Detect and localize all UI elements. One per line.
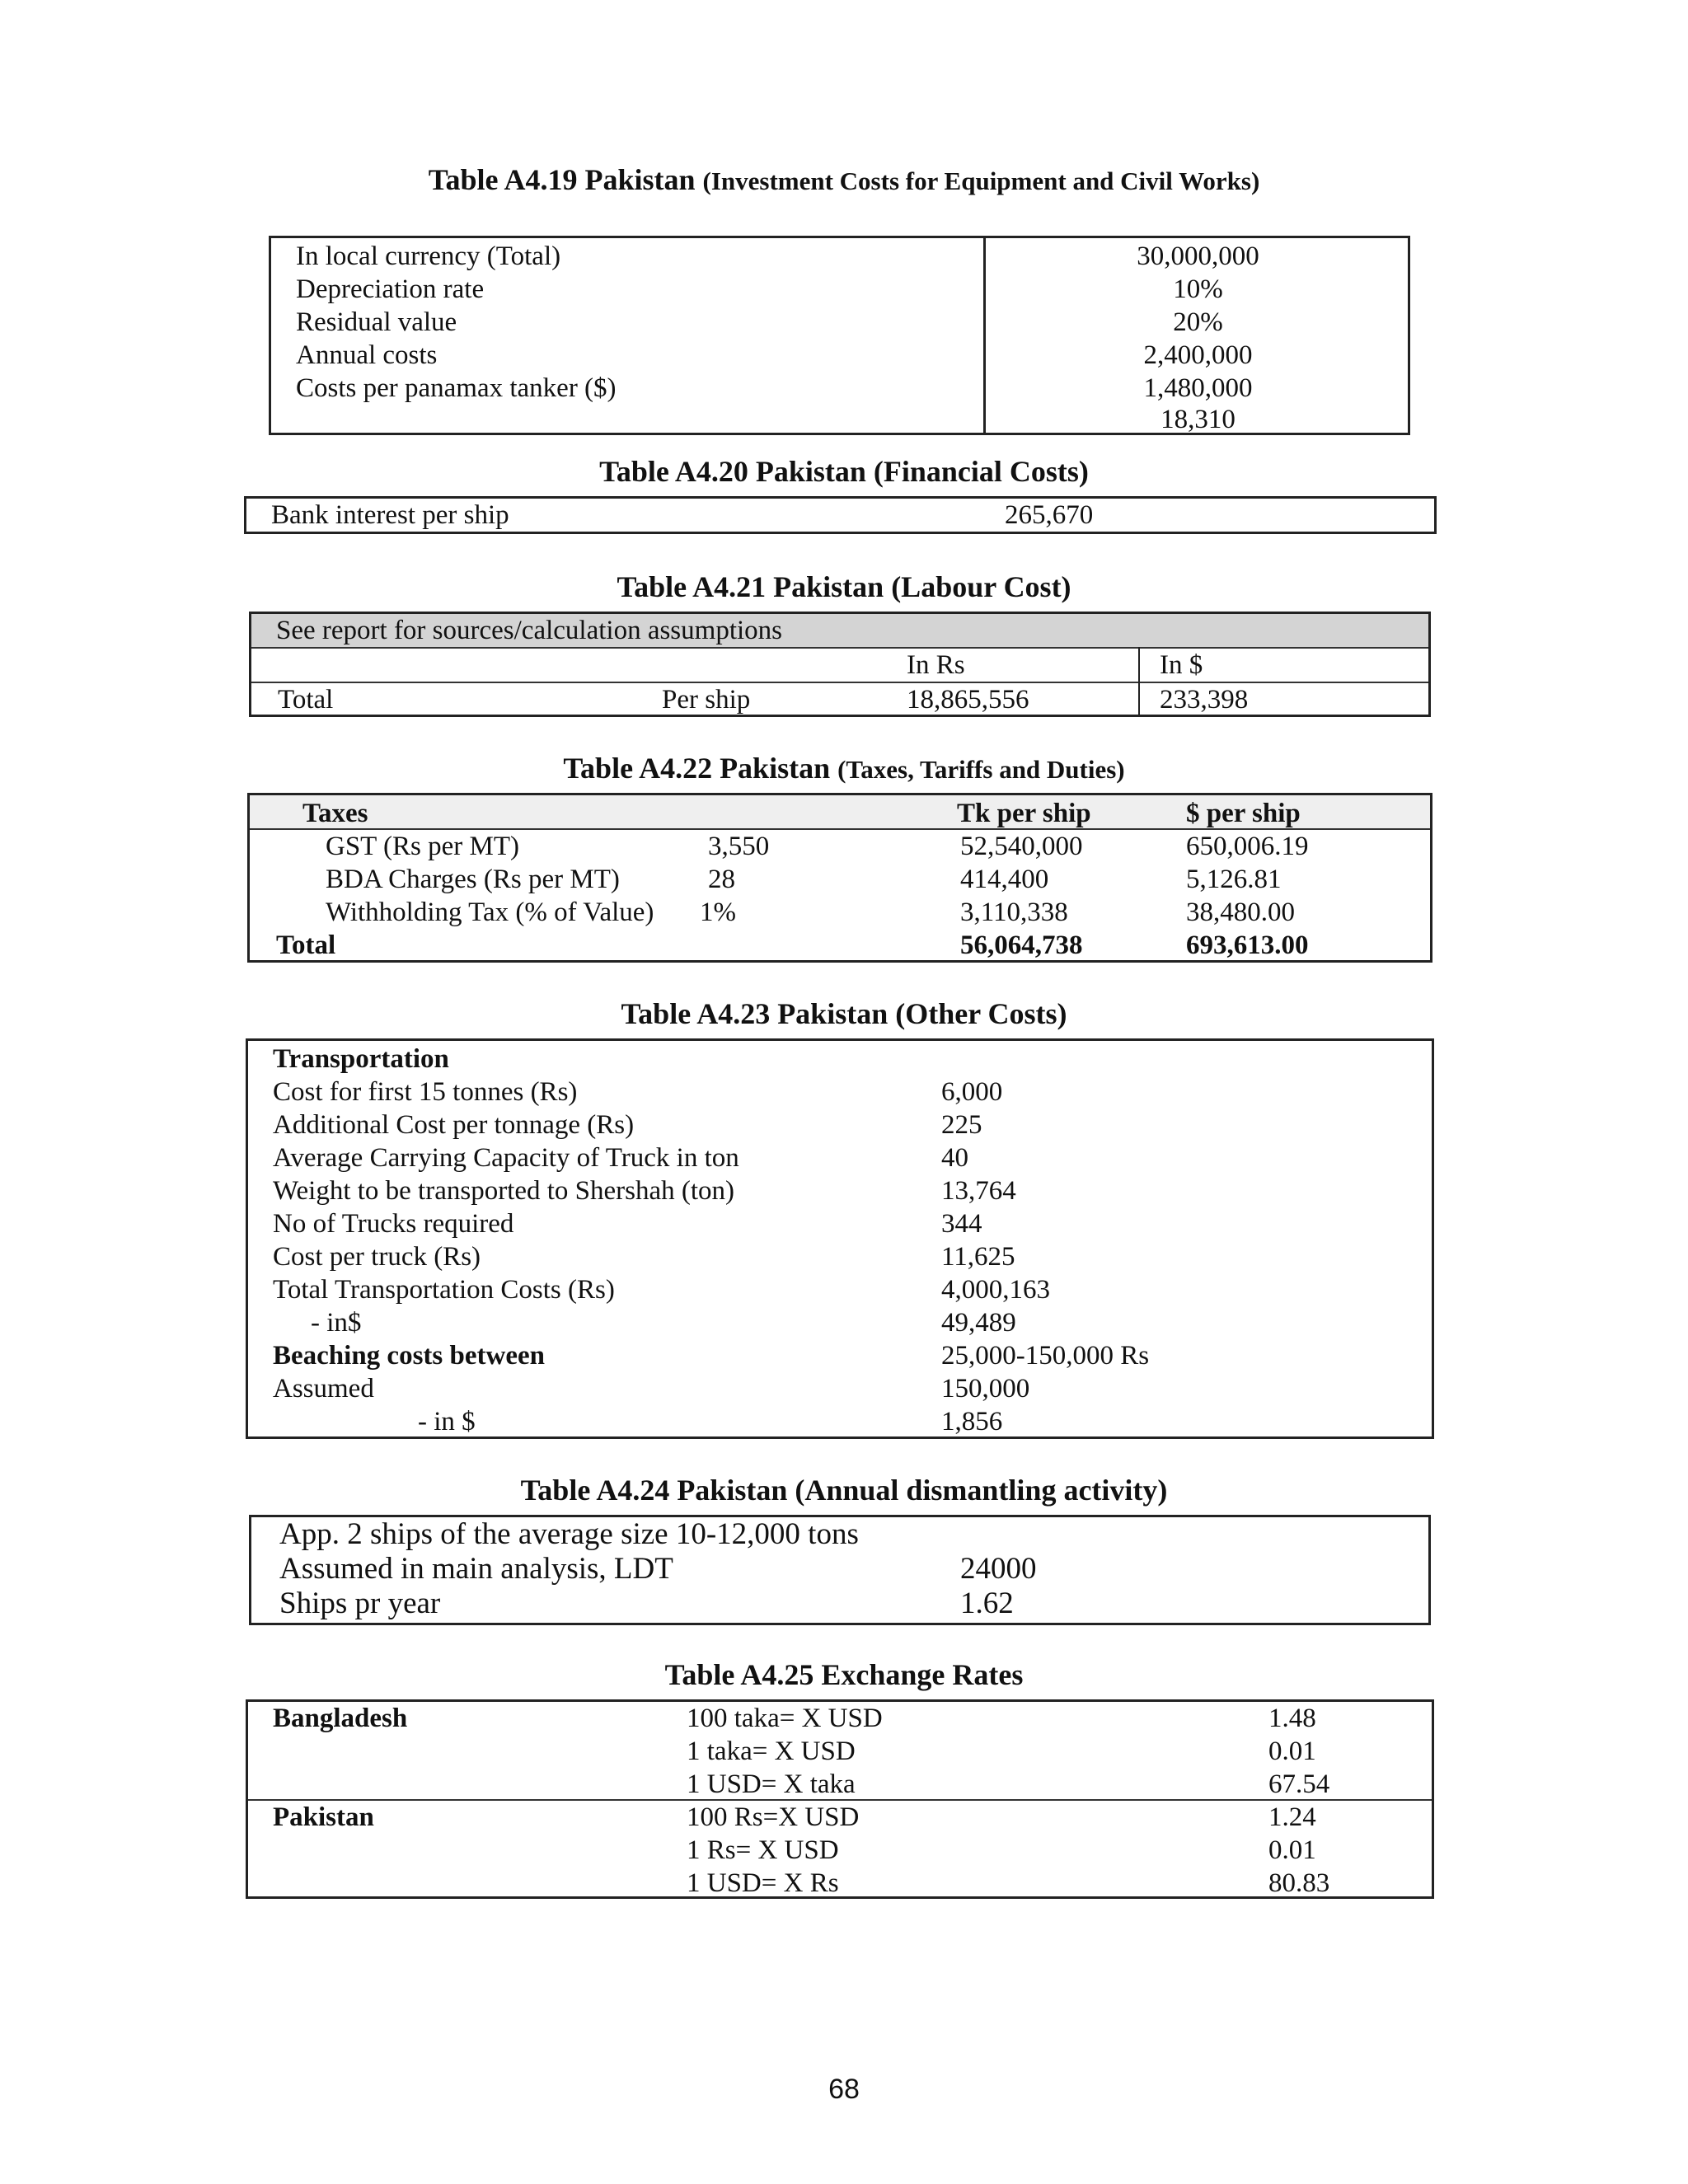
t25-bd-row-3-desc: 1 USD= X taka <box>687 1769 856 1799</box>
t21-rule-1 <box>251 647 1428 649</box>
t23-row-1-label: Cost for first 15 tonnes (Rs) <box>273 1077 578 1107</box>
t22-row-1-rate: 3,550 <box>708 832 770 861</box>
t23-row-5-value: 344 <box>941 1209 982 1239</box>
table-a4-19-title-sub: (Investment Costs for Equipment and Civil Works) <box>702 166 1260 195</box>
t23-row-11-value: 1,856 <box>941 1407 1003 1436</box>
table-a4-23 <box>246 1038 1434 1439</box>
t23-row-11-label: - in $ <box>418 1407 476 1436</box>
t22-header-usd: $ per ship <box>1186 799 1301 828</box>
t22-row-3-usd: 38,480.00 <box>1186 898 1295 927</box>
t24-line-2-value: 24000 <box>960 1552 1037 1586</box>
table-a4-24-title: Table A4.24 Pakistan (Annual dismantling activity) <box>520 1474 1168 1507</box>
t22-total-label: Total <box>276 930 336 960</box>
t25-country-pakistan: Pakistan <box>273 1802 374 1832</box>
t25-pk-row-2-value: 0.01 <box>1268 1835 1316 1865</box>
t25-pk-row-3-value: 80.83 <box>1268 1868 1330 1898</box>
table-a4-19-title-main: Table A4.19 Pakistan <box>428 163 696 196</box>
table-a4-20: Bank interest per ship 265,670 <box>244 496 1437 534</box>
table-a4-21 <box>249 612 1431 717</box>
t23-row-3-value: 40 <box>941 1143 968 1173</box>
t19-value-5: 1,480,000 <box>1143 373 1253 403</box>
table-a4-21-title: Table A4.21 Pakistan (Labour Cost) <box>617 570 1071 603</box>
t22-row-2-name: BDA Charges (Rs per MT) <box>326 865 620 894</box>
t19-label-5: Costs per panamax tanker ($) <box>296 373 617 403</box>
t19-label-1: In local currency (Total) <box>296 241 561 271</box>
t22-row-1-usd: 650,006.19 <box>1186 832 1309 861</box>
page-number: 68 <box>828 2074 860 2105</box>
t23-row-6-label: Cost per truck (Rs) <box>273 1242 481 1272</box>
t24-line-2-label: Assumed in main analysis, LDT <box>279 1552 673 1586</box>
table-a4-24 <box>249 1515 1431 1625</box>
table-a4-22-title-sub: (Taxes, Tariffs and Duties) <box>837 755 1125 784</box>
t22-row-2-tk: 414,400 <box>960 865 1049 894</box>
t23-row-8-value: 49,489 <box>941 1308 1016 1338</box>
t21-note: See report for sources/calculation assumptions <box>276 616 782 645</box>
t22-row-1-name: GST (Rs per MT) <box>326 832 519 861</box>
table-a4-25 <box>246 1699 1434 1899</box>
table-a4-20-title: Table A4.20 Pakistan (Financial Costs) <box>599 455 1089 488</box>
t19-value-2: 10% <box>1173 274 1223 304</box>
t19-label-3: Residual value <box>296 307 457 337</box>
t21-col-divider <box>1138 647 1140 715</box>
t25-pk-row-3-desc: 1 USD= X Rs <box>687 1868 839 1898</box>
table-a4-23-title: Table A4.23 Pakistan (Other Costs) <box>621 997 1067 1030</box>
t23-row-9-label: Beaching costs between <box>273 1341 545 1371</box>
t23-row-3-label: Average Carrying Capacity of Truck in ton <box>273 1143 739 1173</box>
t25-bd-row-3-value: 67.54 <box>1268 1769 1330 1799</box>
t21-row-usd: 233,398 <box>1160 685 1249 715</box>
t23-row-7-value: 4,000,163 <box>941 1275 1050 1305</box>
t23-row-2-value: 225 <box>941 1110 982 1140</box>
t23-row-10-value: 150,000 <box>941 1374 1030 1404</box>
t23-row-8-label: - in$ <box>311 1308 362 1338</box>
table-a4-22-title-main: Table A4.22 Pakistan <box>563 752 831 785</box>
t25-pk-row-2-desc: 1 Rs= X USD <box>687 1835 839 1865</box>
t22-row-3-tk: 3,110,338 <box>960 898 1068 927</box>
t21-row-sub: Per ship <box>662 685 751 715</box>
table-a4-19 <box>269 236 1410 435</box>
t22-row-2-rate: 28 <box>708 865 735 894</box>
t19-value-4: 2,400,000 <box>1143 340 1253 370</box>
t19-value-3: 20% <box>1173 307 1223 337</box>
t22-total-tk: 56,064,738 <box>960 930 1083 960</box>
t23-row-4-value: 13,764 <box>941 1176 1016 1206</box>
t25-pk-row-1-desc: 100 Rs=X USD <box>687 1802 860 1832</box>
t22-row-3-name: Withholding Tax (% of Value) <box>326 898 654 927</box>
t22-total-usd: 693,613.00 <box>1186 930 1309 960</box>
table-a4-19-title <box>0 162 1688 199</box>
t19-value-1: 30,000,000 <box>1137 241 1259 271</box>
t23-row-7-label: Total Transportation Costs (Rs) <box>273 1275 615 1305</box>
t23-row-5-label: No of Trucks required <box>273 1209 514 1239</box>
t23-row-9-value: 25,000-150,000 Rs <box>941 1341 1150 1371</box>
t22-header-tk: Tk per ship <box>957 799 1091 828</box>
t25-pk-row-1-value: 1.24 <box>1268 1802 1316 1832</box>
t25-bd-row-2-value: 0.01 <box>1268 1736 1316 1766</box>
t19-label-2: Depreciation rate <box>296 274 485 304</box>
t25-bd-row-1-desc: 100 taka= X USD <box>687 1704 883 1733</box>
t23-row-1-value: 6,000 <box>941 1077 1003 1107</box>
t20-label: Bank interest per ship <box>271 500 509 530</box>
table-a4-22-title <box>0 750 1688 788</box>
t24-line-1: App. 2 ships of the average size 10-12,000 tons <box>279 1517 859 1551</box>
t22-header-taxes: Taxes <box>302 799 368 828</box>
t21-col-usd: In $ <box>1160 650 1203 680</box>
t23-row-6-value: 11,625 <box>941 1242 1015 1272</box>
t19-label-4: Annual costs <box>296 340 438 370</box>
table-a4-22 <box>247 793 1432 963</box>
t21-row-label: Total <box>278 685 334 715</box>
table-a4-25-title: Table A4.25 Exchange Rates <box>664 1658 1024 1691</box>
t19-value-6: 18,310 <box>1160 405 1236 434</box>
t25-bd-row-1-value: 1.48 <box>1268 1704 1316 1733</box>
t22-row-2-usd: 5,126.81 <box>1186 865 1282 894</box>
t23-row-10-label: Assumed <box>273 1374 374 1404</box>
t24-line-3-value: 1.62 <box>960 1586 1014 1620</box>
t25-country-bangladesh: Bangladesh <box>273 1704 408 1733</box>
t24-line-3-label: Ships pr year <box>279 1586 441 1620</box>
t23-row-2-label: Additional Cost per tonnage (Rs) <box>273 1110 635 1140</box>
t21-rule-2 <box>251 682 1428 683</box>
t22-row-1-tk: 52,540,000 <box>960 832 1083 861</box>
t25-bd-row-2-desc: 1 taka= X USD <box>687 1736 856 1766</box>
t23-row-4-label: Weight to be transported to Shershah (ton) <box>273 1176 735 1206</box>
t22-row-3-rate: 1% <box>700 898 736 927</box>
t23-section: Transportation <box>273 1044 449 1074</box>
t21-col-rs: In Rs <box>907 650 965 680</box>
t21-row-rs: 18,865,556 <box>907 685 1029 715</box>
